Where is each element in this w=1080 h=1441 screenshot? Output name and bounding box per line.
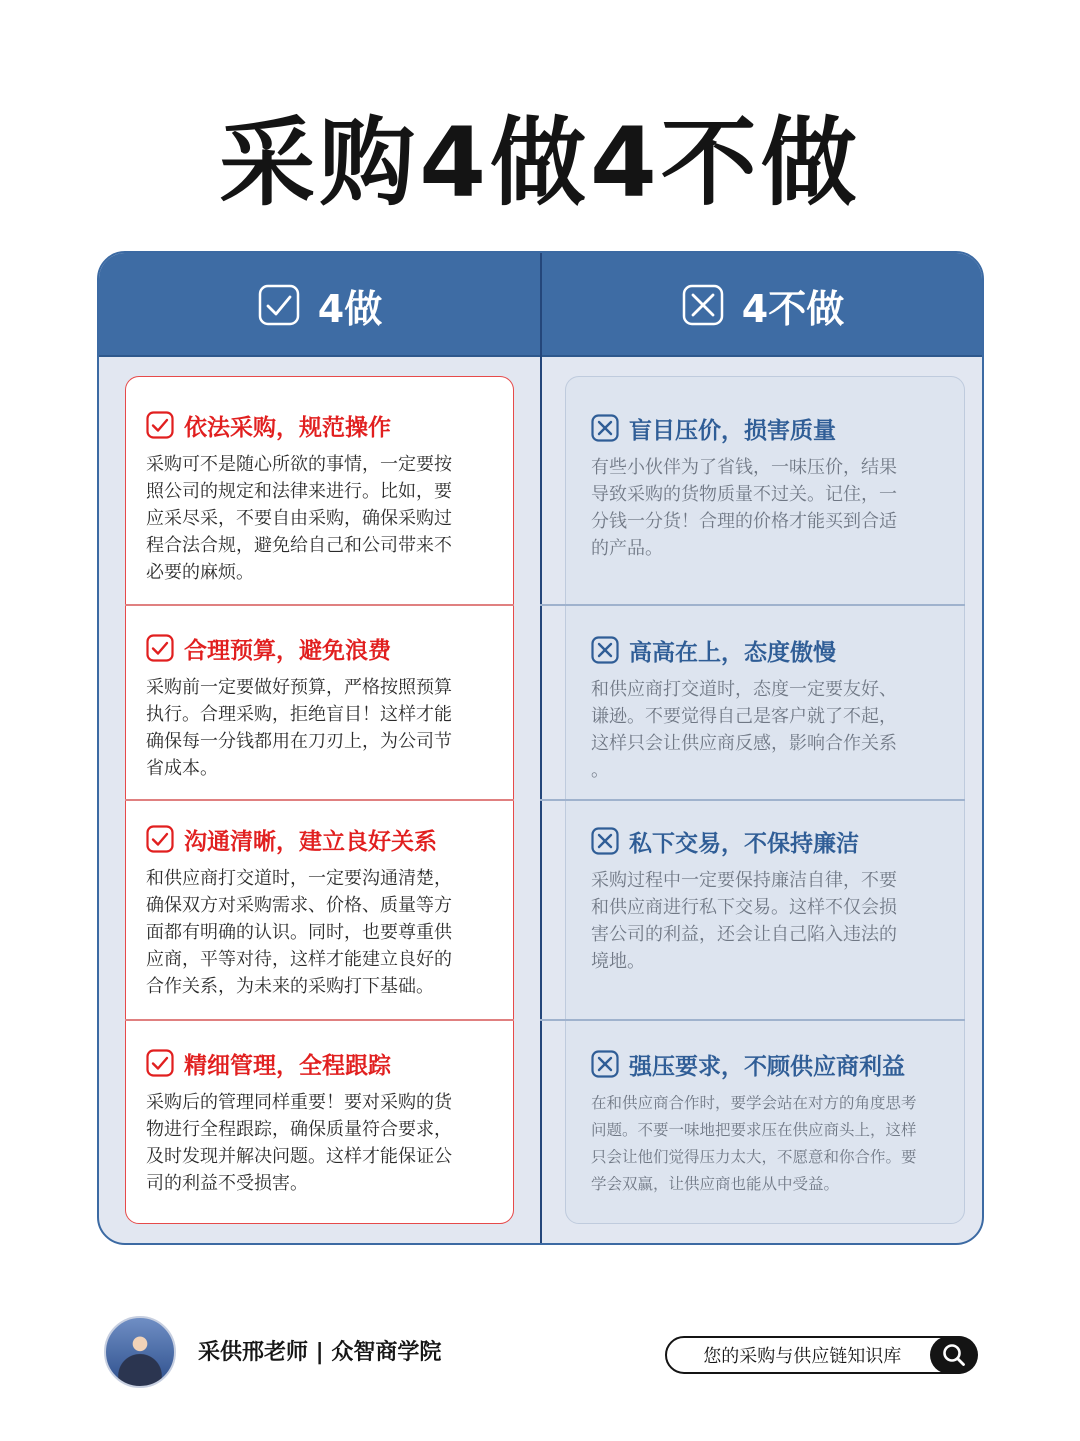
body-line: 确保每一分钱都用在刀刃上，为公司节 bbox=[146, 731, 452, 752]
body-line: 的产品。 bbox=[591, 538, 663, 559]
x-box-icon bbox=[591, 636, 619, 664]
body-line: 面都有明确的认识。同时，也要尊重供 bbox=[146, 922, 452, 943]
avatar bbox=[104, 1316, 176, 1388]
search-text: 您的采购与供应链知识库 bbox=[703, 1346, 902, 1367]
check-box-icon bbox=[146, 825, 174, 853]
page-title: 采购4做4不做 bbox=[219, 107, 861, 219]
body-line: 照公司的规定和法律来进行。比如，要 bbox=[146, 481, 452, 502]
comparison-table bbox=[97, 251, 984, 1245]
body-line: 程合法合规，避免给自己和公司带来不 bbox=[146, 535, 452, 556]
body-line: 司的利益不受损害。 bbox=[146, 1173, 308, 1194]
check-box-icon bbox=[146, 1049, 174, 1077]
check-box-icon bbox=[146, 634, 174, 662]
body-line: 应商，平等对待，这样才能建立良好的 bbox=[146, 949, 452, 970]
dont-item-body bbox=[591, 454, 897, 562]
body-line: 和供应商进行私下交易。这样不仅会损 bbox=[591, 897, 897, 918]
column-divider bbox=[540, 253, 542, 1243]
body-line: 采购前一定要做好预算，严格按照预算 bbox=[146, 677, 452, 698]
body-line: 采购后的管理同样重要！要对采购的货 bbox=[146, 1092, 452, 1113]
body-line: 确保双方对采购需求、价格、质量等方 bbox=[146, 895, 452, 916]
dont-item-heading: 强压要求，不顾供应商利益 bbox=[629, 1053, 905, 1080]
x-box-icon bbox=[682, 284, 724, 326]
header-do bbox=[99, 253, 541, 357]
body-line: 采购过程中一定要保持廉洁自律，不要 bbox=[591, 870, 897, 891]
dont-item-1 bbox=[591, 412, 897, 562]
do-item-2 bbox=[146, 632, 452, 782]
dont-item-heading: 私下交易，不保持廉洁 bbox=[629, 830, 859, 857]
body-line: 必要的麻烦。 bbox=[146, 562, 254, 583]
dont-item-3 bbox=[591, 825, 897, 975]
row-divider-left-3 bbox=[125, 1019, 514, 1021]
search-icon bbox=[941, 1342, 967, 1368]
body-line: 及时发现并解决问题。这样才能保证公 bbox=[146, 1146, 452, 1167]
body-line: 和供应商打交道时，一定要沟通清楚， bbox=[146, 868, 452, 889]
do-item-heading: 依法采购，规范操作 bbox=[184, 414, 391, 441]
dont-item-body bbox=[591, 676, 897, 784]
do-item-heading: 沟通清晰，建立良好关系 bbox=[184, 828, 437, 855]
row-divider-right-3 bbox=[540, 1019, 965, 1021]
row-divider-left-2 bbox=[125, 799, 514, 801]
x-box-icon bbox=[591, 414, 619, 442]
dont-item-4 bbox=[591, 1048, 917, 1198]
body-line: 这样只会让供应商反感，影响合作关系 bbox=[591, 733, 897, 754]
body-line: 谦逊。不要觉得自己是客户就了不起， bbox=[591, 706, 897, 727]
body-line: 分钱一分货！合理的价格才能买到合适 bbox=[591, 511, 897, 532]
body-line: 和供应商打交道时，态度一定要友好、 bbox=[591, 679, 897, 700]
check-box-icon bbox=[258, 284, 300, 326]
body-line: 。 bbox=[591, 760, 609, 781]
row-divider-left-1 bbox=[125, 604, 514, 606]
do-item-body bbox=[146, 1089, 452, 1197]
row-divider-right-1 bbox=[540, 604, 965, 606]
search-bar[interactable] bbox=[665, 1336, 977, 1374]
author-name: 采供邢老师 | 众智商学院 bbox=[198, 1340, 442, 1365]
body-line: 导致采购的货物质量不过关。记住，一 bbox=[591, 484, 897, 505]
dont-item-heading: 盲目压价，损害质量 bbox=[629, 417, 836, 444]
header-dont-label: 4不做 bbox=[741, 286, 845, 331]
header-dont bbox=[542, 253, 984, 357]
x-box-icon bbox=[591, 1050, 619, 1078]
body-line: 有些小伙伴为了省钱，一味压价，结果 bbox=[591, 457, 897, 478]
do-item-3 bbox=[146, 823, 452, 1000]
dont-item-2 bbox=[591, 634, 897, 784]
search-button[interactable] bbox=[930, 1336, 978, 1374]
dont-item-body bbox=[591, 1090, 917, 1198]
x-box-icon bbox=[591, 827, 619, 855]
body-line: 害公司的利益，还会让自己陷入违法的 bbox=[591, 924, 897, 945]
body-line: 物进行全程跟踪，确保质量符合要求， bbox=[146, 1119, 452, 1140]
body-line: 省成本。 bbox=[146, 758, 218, 779]
body-line: 境地。 bbox=[591, 951, 645, 972]
body-line: 问题。不要一味地把要求压在供应商头上，这样 bbox=[591, 1121, 917, 1139]
dont-item-heading: 高高在上，态度傲慢 bbox=[629, 639, 836, 666]
body-line: 只会让他们觉得压力太大，不愿意和你合作。要 bbox=[591, 1148, 917, 1166]
do-item-body bbox=[146, 674, 452, 782]
body-line: 应采尽采，不要自由采购，确保采购过 bbox=[146, 508, 452, 529]
do-item-1 bbox=[146, 409, 452, 586]
body-line: 在和供应商合作时，要学会站在对方的角度思考 bbox=[591, 1094, 917, 1112]
header-do-label: 4做 bbox=[317, 286, 383, 331]
body-line: 学会双赢，让供应商也能从中受益。 bbox=[591, 1175, 840, 1193]
body-line: 合作关系，为未来的采购打下基础。 bbox=[146, 976, 434, 997]
do-item-body bbox=[146, 865, 452, 1000]
body-line: 执行。合理采购，拒绝盲目！这样才能 bbox=[146, 704, 452, 725]
body-line: 采购可不是随心所欲的事情，一定要按 bbox=[146, 454, 452, 475]
do-item-body bbox=[146, 451, 452, 586]
check-box-icon bbox=[146, 411, 174, 439]
do-item-4 bbox=[146, 1047, 452, 1197]
row-divider-right-2 bbox=[540, 799, 965, 801]
do-item-heading: 精细管理，全程跟踪 bbox=[184, 1052, 391, 1079]
do-item-heading: 合理预算，避免浪费 bbox=[184, 637, 391, 664]
dont-item-body bbox=[591, 867, 897, 975]
